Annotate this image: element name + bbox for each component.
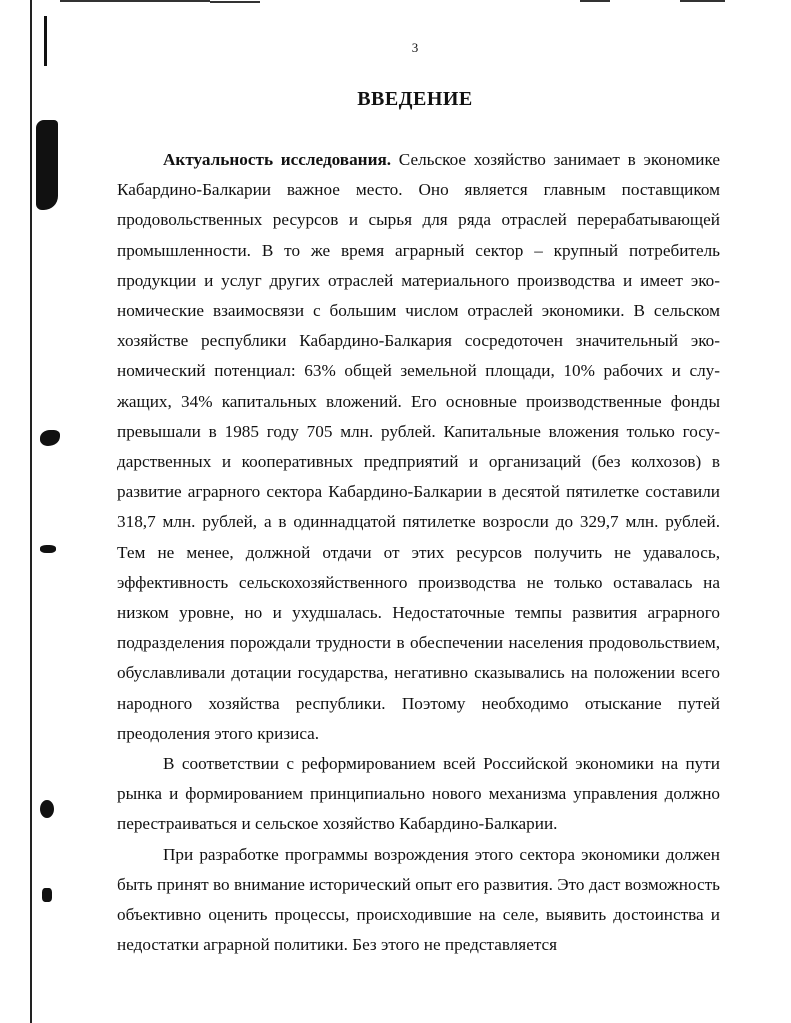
- body-text: [117, 145, 720, 960]
- paragraph: В соответствии с реформированием всей Российской экономики на пути рынка и формированием принципиально нового механизма управления должно перестраиваться и сельское хозяйство Кабардино-Балкарии.: [117, 754, 720, 834]
- paragraph-text: Сельское хозяйство занимает в экономике Кабардино-Балкарии важное место. Оно является главным поставщиком продовольственных ресурсов и сырья для ряда отраслей перерабатывающей промышленности. В то же время аграрный сектор – крупный потребитель продукции и услуг других отраслей материального производства и имеет экономические взаимосвязи с большим числом отраслей экономики. В сельском хозяйстве республики Кабардино-Балкария сосредоточен значительный экономический потенциал: 63% общей земельной площади, 10% рабочих и служащих, 34% капитальных вложений. Его основные производственные фонды превышали в 1985 году 705 млн. рублей. Капитальные вложения только государственных и кооперативных предприятий и организаций (без колхозов) в развитие аграрного сектора Кабардино-Балкарии в десятой пятилетке составили 318,7 млн. рублей, а в одиннадцатой пятилетке возросли до 329,7 млн. рублей. Тем не менее, должной отдачи от этих ресурсов получить не удавалось, эффективность сельскохозяйственного производства не только оставалась на низком уровне, но и ухудшалась. Недостаточные темпы развития аграрного подразделения порождали трудности в обеспечении населения продовольствием, обуславливали дотации государства, негативно сказывались на положении всего народного хозяйства республики. Поэтому необходимо отыскание путей преодоления этого кризиса.: [117, 150, 720, 743]
- scan-blot: [36, 120, 58, 210]
- scan-edge-line: [30, 0, 32, 1023]
- paragraph-lead: Актуальность исследования.: [163, 150, 392, 169]
- scan-blot: [40, 545, 56, 553]
- paragraph: [117, 145, 720, 749]
- scan-blot: [42, 888, 52, 902]
- chapter-title: ВВЕДЕНИЕ: [357, 88, 473, 110]
- scan-top-marks: [60, 0, 760, 4]
- scan-blot: [40, 430, 60, 446]
- paragraph: При разработке программы возрождения этого сектора экономики должен быть принят во внимание исторический опыт его развития. Это даст возможность объективно оценить процессы, происходившие на селе, выявить достоинства и недостатки аграрной политики. Без этого не представляется: [117, 844, 720, 955]
- page-number: 3: [411, 40, 419, 55]
- scan-blot: [40, 800, 54, 818]
